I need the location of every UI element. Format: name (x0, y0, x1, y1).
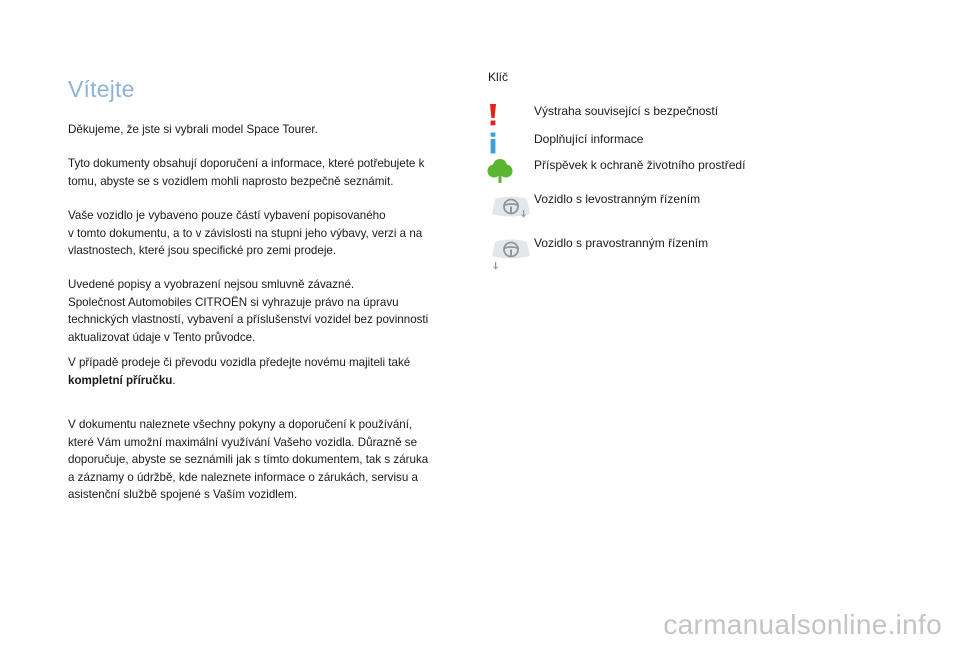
exclamation-icon (487, 104, 499, 126)
leaf-icon (487, 158, 513, 184)
key-item-right-hand-drive (488, 236, 888, 266)
paragraph-documents: Tyto dokumenty obsahují doporučení a informace, které potřebujete k tomu, abyste se s vozidlem mohli naprosto bezpečně seznámit. (68, 157, 425, 188)
key-label: Doplňující informace (534, 132, 644, 146)
info-icon (487, 132, 499, 154)
paragraph-equipment: Vaše vozidlo je vybaveno pouze částí vybavení popisovaného v tomto dokumentu, a to v závislosti na stupni jeho výbavy, verzi a na vlastnostech, které jsou specifické pro zemi prodeje. (68, 209, 423, 258)
sale-text: V případě prodeje či převodu vozidla předejte novému majiteli také (68, 356, 411, 369)
welcome-section (68, 76, 458, 502)
key-item-left-hand-drive (488, 192, 888, 222)
paragraph-thanks: Děkujeme, že jste si vybrali model Space Tourer. (68, 123, 318, 136)
key-item-safety-warning (488, 104, 888, 134)
paragraph-guide: V dokumentu naleznete všechny pokyny a doporučení k používání, které Vám umožní maximální využívání Vašeho vozidla. Důrazně se doporučuje, abyste se seznámili jak s tímto dokumentem, tak s záruka a záznamy o údržbě, kde naleznete informace o zárukách, servisu a asistenční službě spojené s Vaším vozidlem. (68, 418, 429, 502)
paragraph-disclaimer: Uvedené popisy a vyobrazení nejsou smluvně závazné. Společnost Automobiles CITROËN si vyhrazuje právo na úpravu technických vlastností, vybavení a příslušenství vozidel bez povinnosti aktualizovat údaje v Tento průvodce. (68, 278, 429, 344)
key-label: Příspěvek k ochraně životního prostředí (534, 158, 746, 172)
sale-text-suffix: . (172, 373, 176, 387)
steering-wheel-right-icon (489, 236, 533, 270)
key-title: Klíč (488, 70, 509, 84)
key-label: Vozidlo s levostranným řízením (534, 192, 701, 206)
paragraph-sale (68, 354, 460, 389)
sale-text-bold: kompletní příručku (68, 373, 173, 387)
key-item-environment (488, 158, 888, 188)
key-label: Výstraha související s bezpečností (534, 104, 719, 118)
page-title: Vítejte (68, 76, 135, 102)
steering-wheel-left-icon (489, 192, 533, 222)
key-label: Vozidlo s pravostranným řízením (534, 236, 709, 250)
watermark: carmanualsonline.info (663, 609, 942, 640)
